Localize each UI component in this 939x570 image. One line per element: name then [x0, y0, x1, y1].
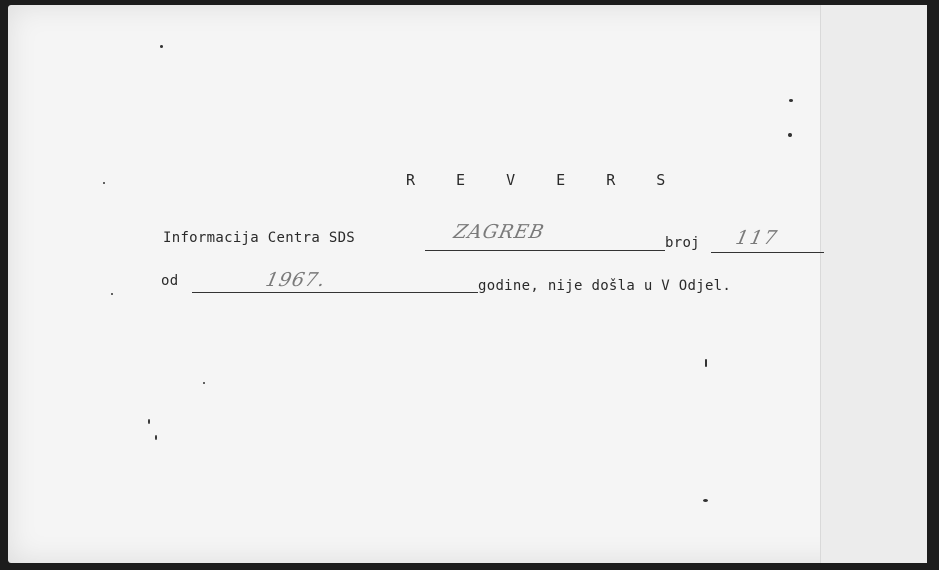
- scan-speck: [705, 359, 707, 367]
- scan-speck: [155, 435, 157, 440]
- typed-suffix: godine, nije došla u V Odjel.: [478, 278, 732, 294]
- typed-od-label: od: [161, 273, 179, 289]
- place-underline: [425, 250, 665, 251]
- handwritten-year: 1967.: [263, 269, 328, 291]
- typed-prefix: Informacija Centra SDS: [163, 230, 356, 246]
- scan-speck: [160, 45, 163, 48]
- number-underline: [711, 252, 824, 253]
- index-card: [8, 5, 926, 563]
- handwritten-place: ZAGREB: [451, 221, 547, 243]
- scan-speck: [789, 99, 793, 102]
- scan-speck: [703, 499, 708, 502]
- card-title: R E V E R S: [406, 171, 682, 189]
- typed-broj-label: broj: [665, 235, 700, 251]
- scan-speck: [203, 382, 205, 384]
- scan-speck: [788, 133, 792, 137]
- year-underline: [192, 292, 478, 293]
- card-edge-strip: [820, 5, 927, 563]
- scan-speck: [111, 293, 113, 295]
- scan-speck: [148, 419, 150, 424]
- handwritten-number: 117: [733, 227, 781, 249]
- scan-speck: [103, 182, 105, 184]
